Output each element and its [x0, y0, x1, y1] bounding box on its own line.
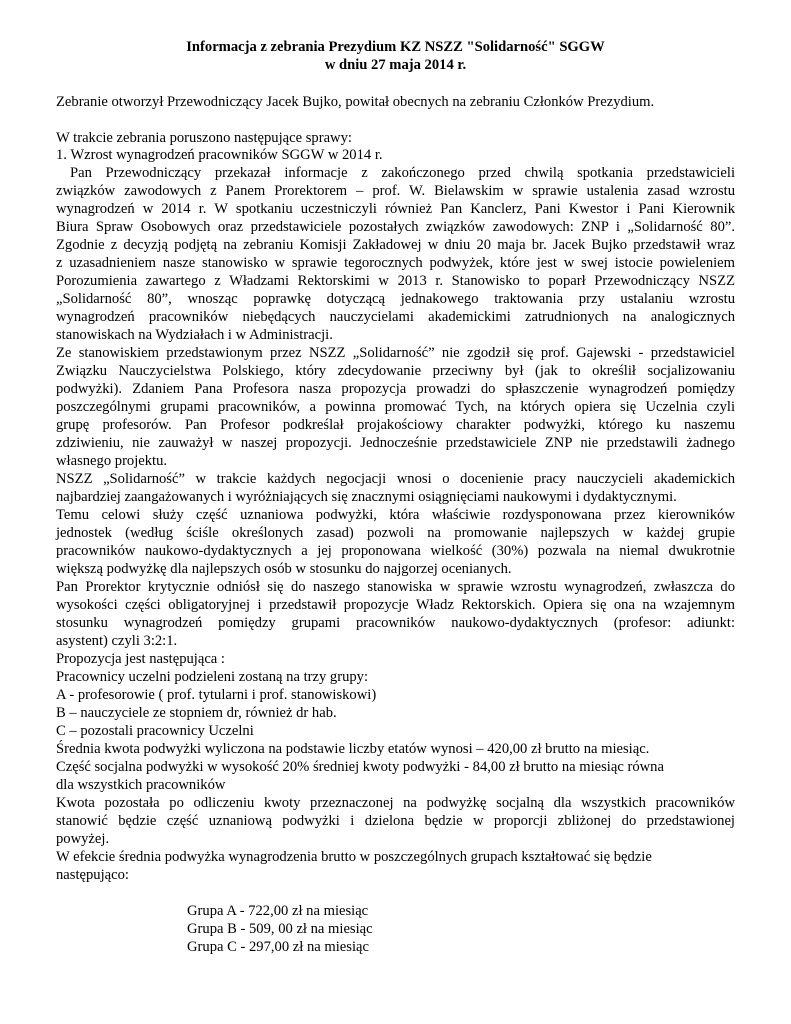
text-line: wysokości części obligatoryjnej i przedstawił propozycje Władz Rektorskich. Opiera się ona na wzajemnym	[56, 597, 735, 613]
text-line: podwyżki). Zdaniem Pana Profesora nasza propozycja prowadzi do spłaszczenie wynagrodzeń pomiędzy	[56, 381, 735, 397]
document-title: Informacja z zebrania Prezydium KZ NSZZ "Solidarność" SGGW	[186, 39, 605, 55]
text-line: W trakcie zebrania poruszono następujące sprawy:	[56, 130, 352, 146]
text-line: jednostek (według ściśle określonych zasad) pozwoli na promowanie najlepszych w każdej grupie	[56, 525, 735, 541]
text-line: następująco:	[56, 867, 129, 883]
text-line: Temu celowi służy część uznaniowa podwyżki, która właściwie rozdysponowana przez kierowników	[56, 507, 735, 523]
text-line: poszczególnymi grupami pracowników, a powinna promować Tych, na których opiera się Uczelnia czyli	[56, 399, 735, 415]
text-line: A - profesorowie ( prof. tytularni i prof. stanowiskowi)	[56, 687, 377, 703]
text-line: 1. Wzrost wynagrodzeń pracowników SGGW w 2014 r.	[56, 147, 383, 163]
text-line: zdziwieniu, nie zauważył w naszej propozycji. Jednocześnie przedstawiciele ZNP nie przedstawili żadnego	[56, 435, 735, 451]
text-line: większą podwyżkę dla najlepszych osób w stosunku do najgorzej ocenianych.	[56, 561, 512, 577]
text-line: Biura Spraw Osobowych oraz przedstawiciele pozostałych związków zawodowych: ZNP i „Solidarność 80”.	[56, 219, 735, 235]
text-line: „Solidarność 80”, wnosząc poprawkę dotyczącą jednakowego traktowania przy ustalaniu wzrostu	[56, 291, 735, 307]
text-line: asystent) czyli 3:2:1.	[56, 633, 178, 649]
text-line: Kwota pozostała po odliczeniu kwoty przeznaczonej na podwyżkę socjalną dla wszystkich pracowników	[56, 795, 735, 811]
text-line: powyżej.	[56, 831, 110, 847]
text-line: pracowników naukowo-dydaktycznych a jej proponowana wielkość (30%) pozwala na niemal dwukrotnie	[56, 543, 735, 559]
text-line: Porozumienia zawartego z Władzami Rektorskimi w 2013 r. Stanowisko to poparł Przewodniczący NSZZ	[56, 273, 735, 289]
text-line: Pan Przewodniczący przekazał informacje z zakończonego przed chwilą spotkania przedstawicieli	[70, 165, 735, 181]
text-line: NSZZ „Solidarność” w trakcie każdych negocjacji wnosi o docenienie pracy nauczycieli akademickich	[56, 471, 735, 487]
text-line: grupę profesorów. Pan Profesor podkreślał projakościowy charakter podwyżki, którego ku naszemu	[56, 417, 735, 433]
text-line: Propozycja jest następująca :	[56, 651, 225, 667]
text-line: wynagrodzeń pracowników niebędących nauczycielami akademickimi zatrudnionych na analogicznych	[56, 309, 735, 325]
text-line: Pracownicy uczelni podzieleni zostaną na trzy grupy:	[56, 669, 369, 685]
text-line: stosunku wynagrodzeń pomiędzy grupami pracowników naukowo-dydaktycznych (profesor: adiunkt:	[56, 615, 735, 631]
text-line: dla wszystkich pracowników	[56, 777, 226, 793]
text-line: związków zawodowych z Panem Prorektorem – prof. W. Bielawskim w sprawie ustalenia zasad wzrostu	[56, 183, 735, 199]
text-line: Średnia kwota podwyżki wyliczona na podstawie liczby etatów wynosi – 420,00 zł brutto na miesiąc.	[56, 741, 650, 757]
text-line: własnego projektu.	[56, 453, 168, 469]
text-line: W efekcie średnia podwyżka wynagrodzenia brutto w poszczególnych grupach kształtować się będzie	[56, 849, 652, 865]
text-line: stanowić będzie część uznaniową podwyżki i dzielona będzie w proporcji zbliżonej do przedstawionej	[56, 813, 735, 829]
text-line: najbardziej zaangażowanych i wyróżniających się znacznymi osiągnięciami naukowymi i dydaktycznymi.	[56, 489, 677, 505]
text-line: B – nauczyciele ze stopniem dr, również dr hab.	[56, 705, 337, 721]
text-line: Związku Nauczycielstwa Polskiego, który zdecydowanie przeciwny był (jak to określił socjalizowaniu	[56, 363, 735, 379]
group-b-raise: Grupa B - 509, 00 zł na miesiąc	[187, 921, 373, 937]
text-line: C – pozostali pracownicy Uczelni	[56, 723, 254, 739]
text-line: Ze stanowiskiem przedstawionym przez NSZZ „Solidarność” nie zgodził się prof. Gajewski - przedstawiciel	[56, 345, 735, 361]
document-date: w dniu 27 maja 2014 r.	[324, 57, 467, 73]
text-line: wynagrodzeń w 2014 r. W spotkaniu uczestniczyli również Pan Kanclerz, Pani Kwestor i Pani Kierownik	[56, 201, 735, 217]
intro-paragraph: Zebranie otworzył Przewodniczący Jacek Bujko, powitał obecnych na zebraniu Członków Prezydium.	[56, 94, 655, 110]
group-c-raise: Grupa C - 297,00 zł na miesiąc	[187, 939, 369, 955]
text-line: Pan Prorektor krytycznie odniósł się do naszego stanowiska w sprawie wzrostu wynagrodzeń, zwłaszcza do	[56, 579, 735, 595]
text-line: Część socjalna podwyżki w wysokość 20% średniej kwoty podwyżki - 84,00 zł brutto na miesiąc równa	[56, 759, 664, 775]
text-line: Zgodnie z decyzją podjętą na zebraniu Komisji Zakładowej w dniu 20 maja br. Jacek Bujko przedstawił wraz	[56, 237, 735, 253]
text-line: z uzasadnieniem nasze stanowisko w sprawie tegorocznych podwyżek, które jest w swej istocie powieleniem	[56, 255, 735, 271]
text-line: stanowiskach na Wydziałach i w Administracji.	[56, 327, 333, 343]
group-a-raise: Grupa A - 722,00 zł na miesiąc	[187, 903, 369, 919]
